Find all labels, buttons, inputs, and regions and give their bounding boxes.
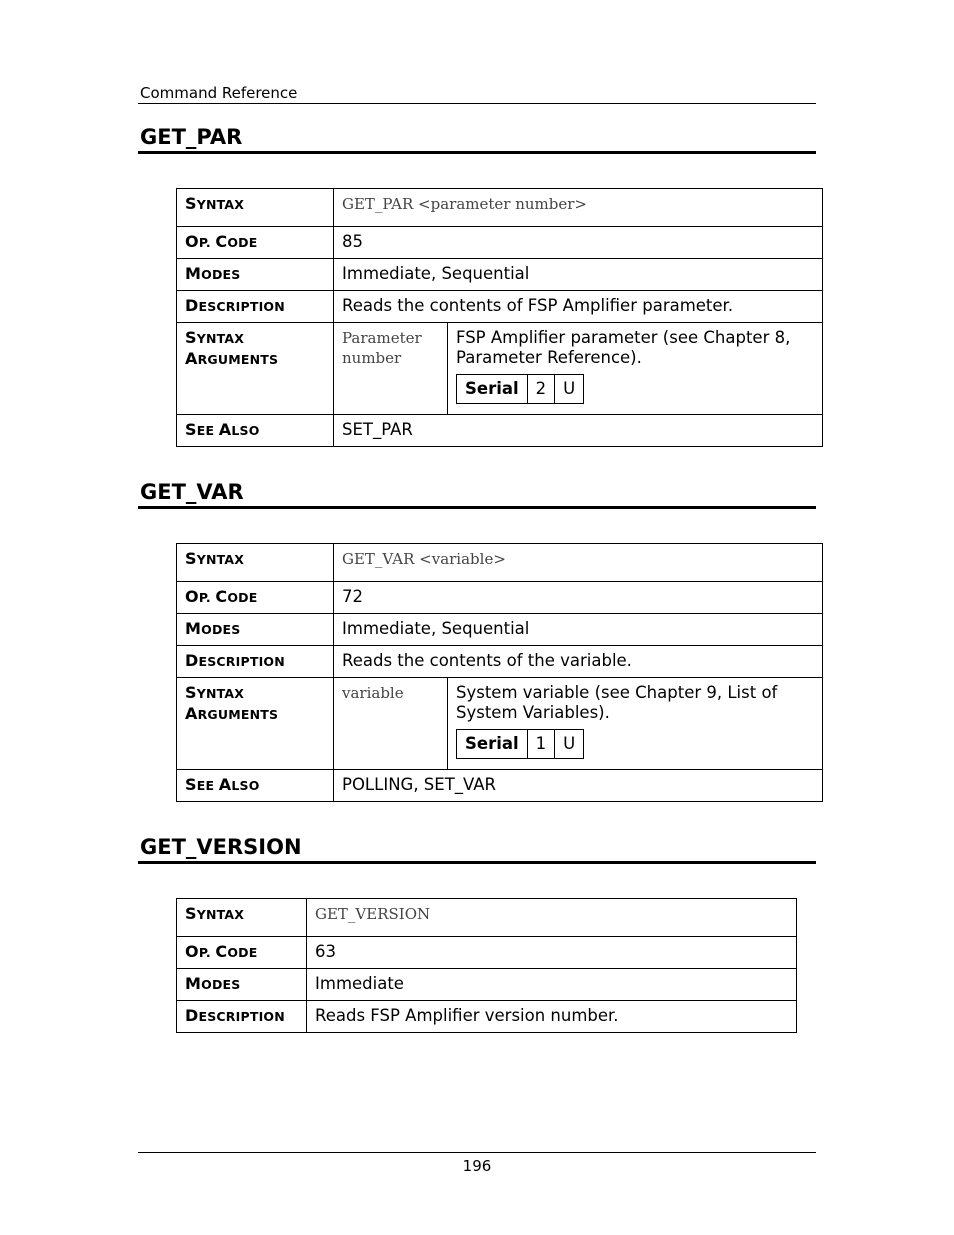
footer-rule [138,1152,816,1153]
label-modes: MODES [177,259,334,291]
label-description: DESCRIPTION [177,1001,307,1033]
argument-description: FSP Amplifier parameter (see Chapter 8, Parameter Reference). [456,328,791,367]
serial-label: Serial [457,730,528,759]
label-see-also: SEE ALSO [177,770,334,802]
serial-format-table [456,729,584,759]
serial-format-table [456,374,584,404]
opcode-value: 63 [307,937,797,969]
command-table-get-par [176,188,823,447]
label-description: DESCRIPTION [177,646,334,678]
argument-description-cell [448,678,823,770]
label-modes: MODES [177,969,307,1001]
description-value: Reads the contents of FSP Amplifier parameter. [334,291,823,323]
label-description: DESCRIPTION [177,291,334,323]
title-rule [138,861,816,864]
opcode-value: 72 [334,582,823,614]
label-modes: MODES [177,614,334,646]
syntax-value: GET_PAR <parameter number> [334,189,823,227]
label-see-also: SEE ALSO [177,415,334,447]
label-syntax: SYNTAX [177,189,334,227]
description-value: Reads the contents of the variable. [334,646,823,678]
section-title-get-par: GET_PAR [140,125,243,149]
label-opcode: OP. CODE [177,227,334,259]
section-title-get-var: GET_VAR [140,480,244,504]
see-also-value: POLLING, SET_VAR [334,770,823,802]
serial-size: 1 [527,730,555,759]
label-syntax: SYNTAX [177,544,334,582]
modes-value: Immediate, Sequential [334,614,823,646]
description-value: Reads FSP Amplifier version number. [307,1001,797,1033]
label-syntax-arguments: SYNTAX ARGUMENTS [177,323,334,415]
syntax-value: GET_VAR <variable> [334,544,823,582]
label-opcode: OP. CODE [177,582,334,614]
syntax-value: GET_VERSION [307,899,797,937]
label-opcode: OP. CODE [177,937,307,969]
label-syntax: SYNTAX [177,899,307,937]
running-header: Command Reference [140,84,298,102]
see-also-value: SET_PAR [334,415,823,447]
serial-type: U [555,375,584,404]
title-rule [138,151,816,154]
serial-type: U [555,730,584,759]
argument-description-cell [448,323,823,415]
serial-size: 2 [527,375,555,404]
opcode-value: 85 [334,227,823,259]
argument-name: Parameter number [334,323,448,415]
argument-description: System variable (see Chapter 9, List of System Variables). [456,683,778,722]
argument-name: variable [334,678,448,770]
serial-label: Serial [457,375,528,404]
command-table-get-var [176,543,823,802]
label-syntax-arguments: SYNTAX ARGUMENTS [177,678,334,770]
title-rule [138,506,816,509]
section-title-get-version: GET_VERSION [140,835,302,859]
modes-value: Immediate, Sequential [334,259,823,291]
header-rule [138,103,816,104]
command-table-get-version [176,898,797,1033]
modes-value: Immediate [307,969,797,1001]
page-number: 196 [462,1157,492,1175]
